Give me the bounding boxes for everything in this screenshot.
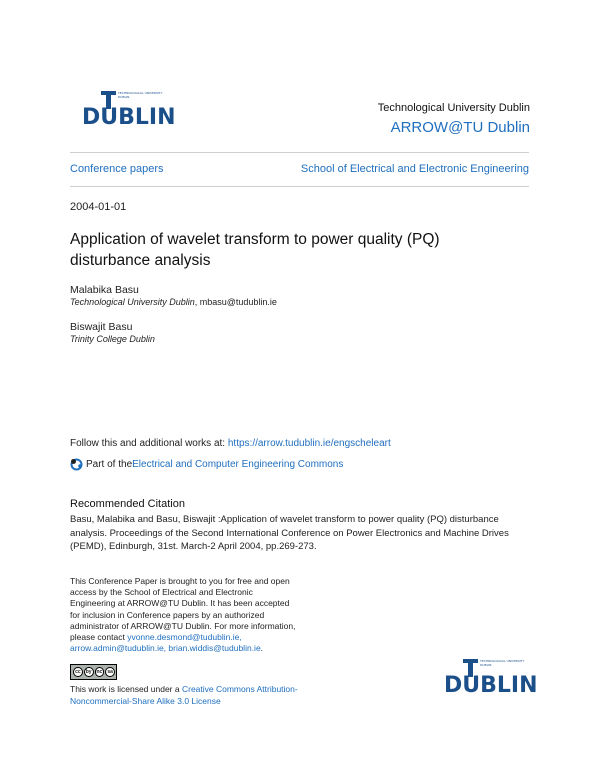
- author-name: Malabika Basu: [70, 284, 139, 296]
- license-link[interactable]: Creative Commons Attribution-Noncommercial-Share Alike 3.0 License: [70, 684, 298, 706]
- license-text: This work is licensed under a Creative Commons Attribution-Noncommercial-Share Alike 3.0 License: [70, 684, 298, 706]
- part-of-line: Part of the Electrical and Computer Engineering Commons: [70, 458, 343, 471]
- access-notice: This Conference Paper is brought to you for free and open access by the School of Electrical and Electronic Engineering at ARROW@TU Dublin. It has been accepted for inclusion in Conference papers by an authorized administrator of ARROW@TU Dublin. For more information, please contact yvonne.desmond@tudublin.ie, arrow.admin@tudublin.ie, brian.widdis@tudublin.ie.: [70, 576, 296, 654]
- institution-name: Technological University Dublin: [377, 102, 530, 114]
- repository-link[interactable]: ARROW@TU Dublin: [390, 119, 530, 136]
- divider: [70, 152, 529, 153]
- follow-url-link[interactable]: https://arrow.tudublin.ie/engscheleart: [227, 438, 391, 449]
- cc-icon: cc: [73, 667, 83, 677]
- tu-dublin-logo: TECHNOLOGICAL UNIVERSITY DUBLIN DUBLIN: [82, 91, 176, 130]
- divider: [70, 186, 529, 187]
- nc-icon: nc: [96, 669, 103, 675]
- network-icon: [70, 458, 83, 471]
- citation-heading: Recommended Citation: [70, 498, 185, 510]
- publication-date: 2004-01-01: [70, 201, 127, 213]
- collection-link[interactable]: Conference papers: [70, 163, 164, 175]
- sa-icon: sa: [105, 667, 115, 677]
- citation-text: Basu, Malabika and Basu, Biswajit :Application of wavelet transform to power quality (PQ) disturbance analysis. Proceedings of the Second International Conference on Power Electronics and Machine Drives (PEMD), Edinburgh, 31st. March-2 April 2004, pp.269-273.: [70, 514, 509, 552]
- contact-emails-link[interactable]: yvonne.desmond@tudublin.ie, arrow.admin@tudublin.ie, brian.widdis@tudublin.ie: [70, 632, 261, 654]
- tu-dublin-logo: TECHNOLOGICAL UNIVERSITY DUBLIN DUBLIN: [444, 659, 538, 698]
- by-icon: by: [85, 669, 92, 675]
- author-affiliation: Technological University Dublin, mbasu@tudublin.ie: [70, 297, 277, 307]
- paper-title: Application of wavelet transform to power quality (PQ) disturbance analysis: [70, 231, 440, 269]
- school-link[interactable]: School of Electrical and Electronic Engineering: [300, 163, 529, 175]
- commons-link[interactable]: Electrical and Computer Engineering Commons: [132, 459, 344, 470]
- follow-line: Follow this and additional works at: https://arrow.tudublin.ie/engscheleart: [70, 438, 391, 449]
- author-affiliation: Trinity College Dublin: [70, 334, 155, 344]
- author-name: Biswajit Basu: [70, 321, 133, 333]
- cc-license-badge[interactable]: [70, 664, 117, 680]
